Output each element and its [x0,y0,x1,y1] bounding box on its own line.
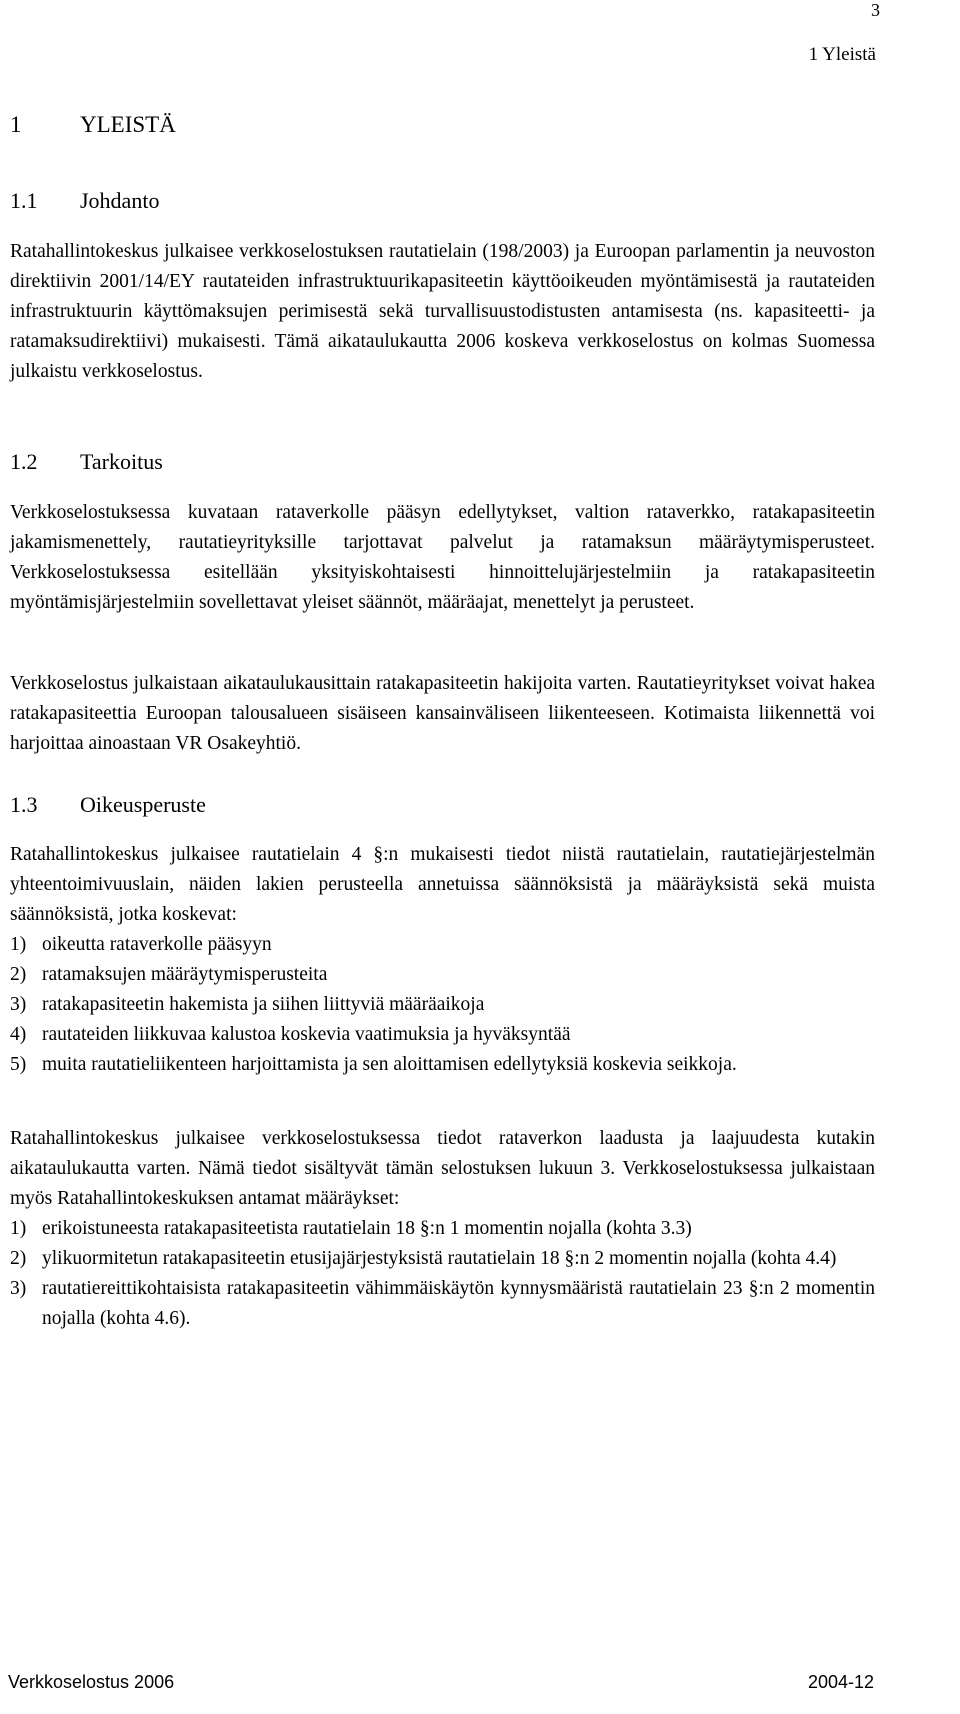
chapter-number: 1 [10,112,22,137]
list-item-text: rautatiereittikohtaisista ratakapasiteetin vähimmäiskäytön kynnysmääristä rautatielain 23 §:n 2 momentin nojalla (kohta 4.6). [42,1278,875,1329]
list-item [10,1050,875,1080]
list-item-text: ratakapasiteetin hakemista ja siihen liittyviä määräaikoja [42,994,485,1015]
list-item-text: erikoistuneesta ratakapasiteetista rautatielain 18 §:n 1 momentin nojalla (kohta 3.3) [42,1218,692,1239]
section-title: Johdanto [80,188,160,213]
section-1-3-block-2 [10,1124,875,1334]
footer-document-title: Verkkoselostus 2006 [8,1672,175,1692]
list-item-number: 3) [10,1278,27,1299]
list-item-number: 2) [10,1248,27,1269]
regulations-list [10,1214,875,1334]
list-item-number: 1) [10,1218,27,1239]
list-item-text: ylikuormitetun ratakapasiteetin etusijajärjestyksistä rautatielain 18 §:n 2 momentin nojalla (kohta 4.4) [42,1248,837,1269]
list-item [10,1020,875,1050]
section-heading-1-2 [10,449,163,475]
section-number: 1.2 [10,449,38,474]
section-heading-1-1 [10,188,159,214]
section-title: Tarkoitus [80,449,163,474]
list-item-text: ratamaksujen määräytymisperusteita [42,964,328,985]
list-item [10,960,875,990]
list-item-number: 1) [10,934,27,955]
list-item-text: rautateiden liikkuvaa kalustoa koskevia vaatimuksia ja hyväksyntää [42,1024,571,1045]
list-item-text: muita rautatieliikenteen harjoittamista ja sen aloittamisen edellytyksiä koskevia seikkoja. [42,1054,737,1075]
list-item [10,1274,875,1334]
chapter-heading [10,112,176,138]
section-title: Oikeusperuste [80,792,206,817]
list-item-number: 5) [10,1054,27,1075]
section-number: 1.1 [10,188,38,213]
list-item [10,1214,875,1244]
running-header: 1 Yleistä [808,44,876,65]
section-1-1-paragraph: Ratahallintokeskus julkaisee verkkoselostuksen rautatielain (198/2003) ja Euroopan parlamentin ja neuvoston direktiivin 2001/14/EY rautateiden infrastruktuurikapasiteetin käyttöoikeuden myöntämisestä ja rautateiden infrastruktuurin käyttömaksujen perimisestä sekä turvallisuustodistusten antamisesta (ns. kapasiteetti- ja ratamaksudirektiivi) mukaisesti. Tämä aikataulukautta 2006 koskeva verkkoselostus on kolmas Suomessa julkaistu verkkoselostus. [10,241,875,382]
chapter-title: YLEISTÄ [80,112,176,137]
list-item [10,930,875,960]
list-item-text: oikeutta rataverkolle pääsyyn [42,934,272,955]
section-1-2-paragraph-2: Verkkoselostus julkaistaan aikataulukausittain ratakapasiteetin hakijoita varten. Rautatieyritykset voivat hakea ratakapasiteettia Euroopan talousalueen sisäiseen kansainväliseen liikenteeseen. Kotimaista liikennettä voi harjoittaa ainoastaan VR Osakeyhtiö. [10,673,875,754]
list-item [10,1244,875,1274]
page-number: 3 [871,0,880,20]
section-1-3-paragraph-2: Ratahallintokeskus julkaisee verkkoselostuksessa tiedot rataverkon laadusta ja laajuudesta kutakin aikataulukautta varten. Nämä tiedot sisältyvät tämän selostuksen lukuun 3. Verkkoselostuksessa julkaistaan myös Ratahallintokeskuksen antamat määräykset: [10,1128,875,1209]
section-1-3-intro: Ratahallintokeskus julkaisee rautatielain 4 §:n mukaisesti tiedot niistä rautatielain, rautatiejärjestelmän yhteentoimivuuslain, näiden lakien perusteella annetuissa säännöksistä ja määräyksistä sekä muista säännöksistä, jotka koskevat: [10,844,875,925]
legal-basis-list [10,930,875,1080]
section-heading-1-3 [10,792,206,818]
list-item [10,990,875,1020]
section-number: 1.3 [10,792,38,817]
list-item-number: 2) [10,964,27,985]
list-item-number: 3) [10,994,27,1015]
list-item-number: 4) [10,1024,27,1045]
section-1-2-paragraph-1: Verkkoselostuksessa kuvataan rataverkolle pääsyn edellytykset, valtion rataverkko, ratakapasiteetin jakamismenettely, rautatieyrityksille tarjottavat palvelut ja ratamaksun määräytymisperusteet. Verkkoselostuksessa esitellään yksityiskohtaisesti hinnoittelujärjestelmiin ja ratakapasiteetin myöntämisjärjestelmiin sovellettavat yleiset säännöt, määräajat, menettelyt ja perusteet. [10,502,875,613]
footer-date: 2004-12 [807,1672,874,1692]
section-1-3-block-1 [10,840,875,1080]
